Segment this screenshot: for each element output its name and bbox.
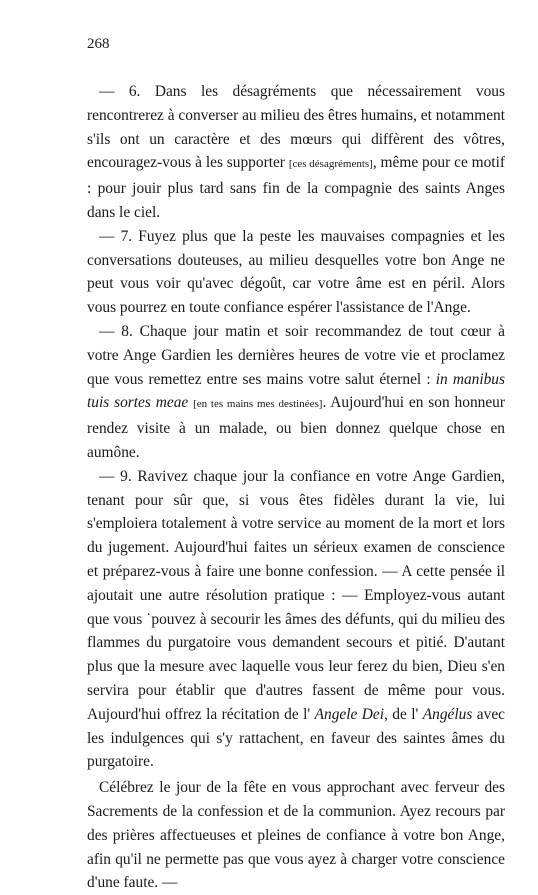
paragraph-8-latin-phrase: in manibus tuis sortes meae xyxy=(87,370,505,412)
paragraph-6-text-start: — 6. Dans les désagréments que nécessairement vous rencontrerez à converser au milieu des êtres humains, et notamment s'ils ont un caractère et des mœurs qui diffèrent des vôtres, encouragez-vous à les supporter xyxy=(87,83,505,172)
paragraph-9-angele-dei: Angele Dei xyxy=(314,705,385,723)
paragraph-9-text-middle: , de l' xyxy=(384,705,423,723)
paragraph-7 xyxy=(87,225,505,320)
paragraph-6 xyxy=(87,80,505,225)
paragraph-8-bracket-note: [en tes mains mes destinées] xyxy=(193,398,323,411)
paragraph-10-text: Célébrez le jour de la fête en vous approchant avec ferveur des Sacrements de la confession et de la communion. Ayez recours par des prières affectueuses et pleines de confiance à votre bon Ange, afin qu'il ne permette pas que vous ayez à charger votre conscience d'une faute. — xyxy=(87,779,505,892)
paragraph-8-text-start: — 8. Chaque jour matin et soir recommandez de tout cœur à votre Ange Gardien les dernières heures de votre vie et proclamez que vous remettez entre ses mains votre salut éternel : xyxy=(87,322,505,388)
paragraph-9-angelus: Angélus xyxy=(422,705,473,723)
paragraph-10 xyxy=(87,776,505,895)
paragraph-6-bracket-note: [ces désagréments] xyxy=(288,158,373,171)
paragraph-6-text-end: , même pour ce motif : pour jouir plus tard sans fin de la compagnie des saints Anges dans le ciel. xyxy=(87,154,505,221)
paragraph-9 xyxy=(87,465,505,774)
paragraph-8 xyxy=(87,320,505,465)
paragraph-9-text-start: — 9. Ravivez chaque jour la confiance en votre Ange Gardien, tenant pour sûr que, si vous êtes fidèles durant la vie, lui s'emploiera totalement à votre service au moment de la mort et lors du jugement. Aujourd'hui faites un sérieux examen de conscience et préparez-vous à faire une bonne confession. — A cette pensée il ajoutait une autre résolution pratique : — Employez-vous autant que vous ˙pouvez à secourir les âmes des défunts, qui du milieu des flammes du purgatoire vous demandent secours et pitié. D'autant plus que la mesure avec laquelle vous leur ferez du bien, Dieu s'en servira pour établir que d'autres fassent de même pour vous. Aujourd'hui offrez la récitation de l' xyxy=(87,467,505,723)
page-body xyxy=(87,80,505,895)
paragraph-8-text-end: . Aujourd'hui en son honneur rendez visite à un malade, ou bien donnez quelque chose en aumône. xyxy=(87,394,505,461)
page-number: 268 xyxy=(87,36,110,52)
paragraph-7-text: — 7. Fuyez plus que la peste les mauvaises compagnies et les conversations douteuses, au milieu desquelles votre bon Ange ne peut vous voir qu'avec dégoût, car votre âme est en péril. Alors vous pourrez en toute confiance espérer l'assistance de l'Ange. xyxy=(87,227,505,317)
paragraph-9-text-end: avec les indulgences qui s'y rattachent, en faveur des saintes âmes du purgatoire. xyxy=(87,705,505,771)
